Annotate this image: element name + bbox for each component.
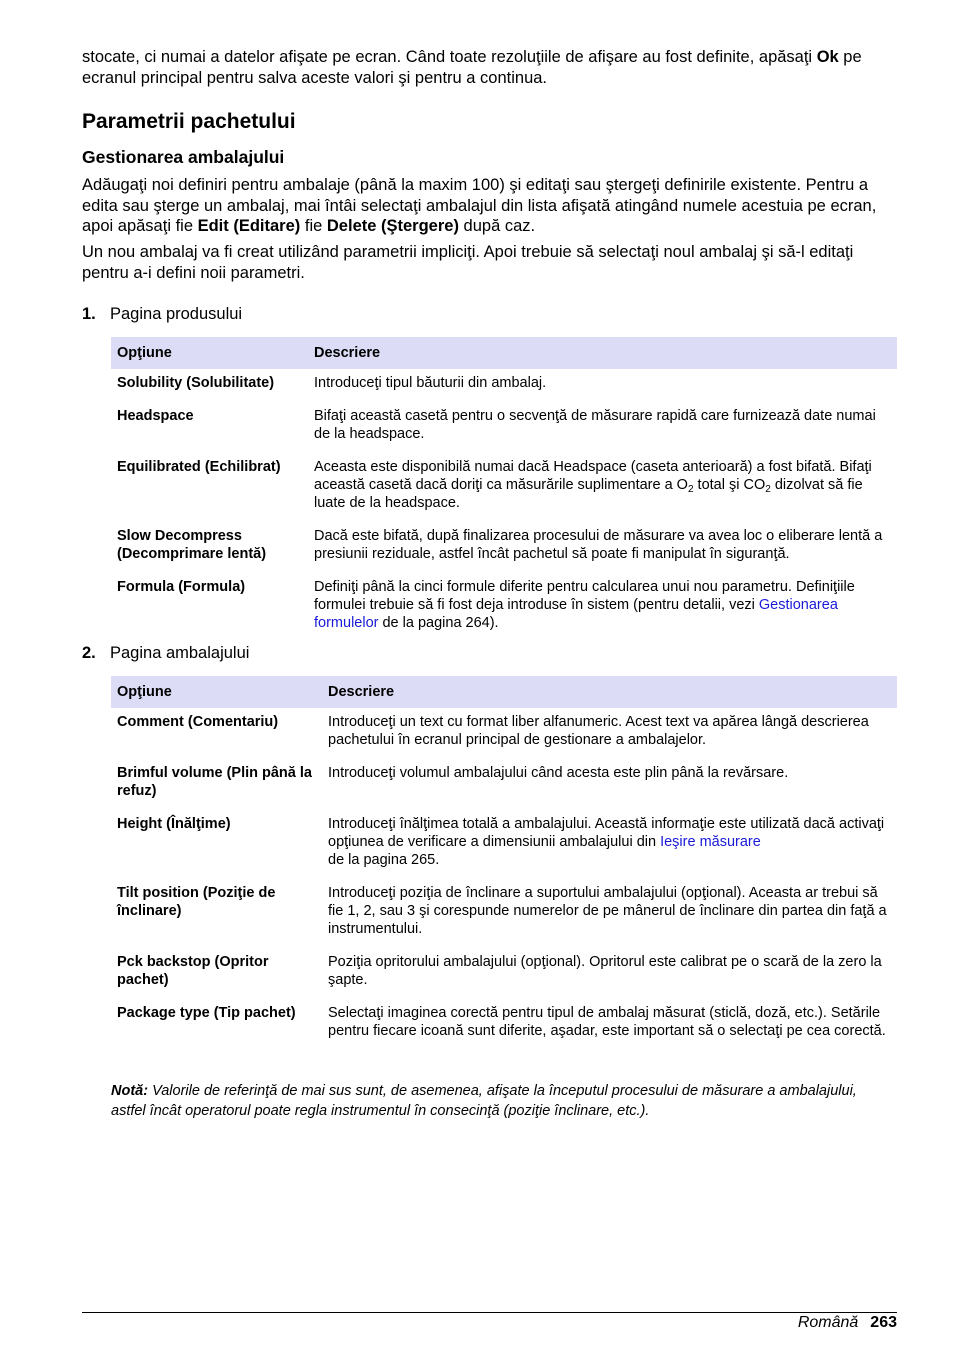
table-row xyxy=(111,999,897,1050)
table-row xyxy=(111,453,897,522)
formula-management-link[interactable]: Gestionarea formulelor xyxy=(314,597,838,631)
option-cell: Comment (Comentariu) xyxy=(117,714,279,730)
table-row xyxy=(111,708,897,759)
option-cell: Equilibrated (Echilibrat) xyxy=(117,459,281,475)
section-title: Parametrii pachetului xyxy=(82,110,296,133)
step-number: 2. xyxy=(82,644,96,662)
option-cell: Solubility (Solubilitate) xyxy=(117,375,275,391)
package-page-table xyxy=(111,676,897,1050)
table-header-row xyxy=(111,337,897,369)
intro-paragraph xyxy=(82,47,897,88)
subscript: 2 xyxy=(687,484,694,495)
column-header-option: Opţiune xyxy=(111,676,322,708)
description-cell: Introduceţi un text cu format liber alfanumeric. Acest text va apărea lângă descrierea pachetului în ecranul principal de gestionare a ambalajelor. xyxy=(328,714,869,748)
package-management-paragraph xyxy=(82,175,897,237)
table-row xyxy=(111,522,897,573)
page-footer xyxy=(798,1313,897,1333)
option-cell: Pck backstop (Opritor pachet) xyxy=(117,954,269,988)
option-cell: Package type (Tip pachet) xyxy=(117,1005,296,1021)
description-cell: Introduceţi tipul băuturii din ambalaj. xyxy=(314,375,547,391)
description-text: Definiţi până la cinci formule diferite pentru calcularea unui nou parametru. Definiţiile formulei trebuie să fi fost deja introduse în sistem (pentru detalii, vezi xyxy=(314,579,855,613)
para1-text-mid: fie xyxy=(300,217,327,235)
footer-language: Română xyxy=(797,1314,859,1331)
option-cell: Tilt position (Poziţie de înclinare) xyxy=(117,885,276,919)
para1-text-end: după caz. xyxy=(458,217,536,235)
page-number: 263 xyxy=(870,1314,897,1331)
description-cell: Introduceţi poziţia de înclinare a suportului ambalajului (opţional). Aceasta ar trebui să fie 1, 2, sau 3 şi corespunde numerelor de pe mânerul de înclinare din partea din faţă a instrumentului. xyxy=(328,885,887,937)
para1-text: Adăugaţi noi definiri pentru ambalaje (până la maxim 100) şi editaţi sau ştergeţi definirile existente. Pentru a edita sau şterge un ambalaj, mai întâi selectaţi ambalajul din lista afişată atingând numele acestuia pe ecran, apoi apăsaţi fie xyxy=(82,176,877,235)
note-label: Notă: xyxy=(111,1083,149,1099)
edit-term: Edit (Editare) xyxy=(197,217,301,235)
subscript: 2 xyxy=(765,484,771,495)
note xyxy=(111,1082,871,1121)
table-row xyxy=(111,810,897,879)
table-row xyxy=(111,759,897,810)
table-header-row xyxy=(111,676,897,708)
table-row xyxy=(111,573,897,642)
option-cell: Headspace xyxy=(117,408,194,424)
step-label: Pagina produsului xyxy=(110,305,243,323)
product-page-table xyxy=(111,337,897,642)
table-row xyxy=(111,369,897,402)
intro-text-end: pe ecranul principal pentru salva aceste valori şi pentru a continua. xyxy=(82,48,862,87)
table-row xyxy=(111,879,897,948)
note-text: Valorile de referinţă de mai sus sunt, de asemenea, afişate la începutul procesului de măsurare a ambalajului, astfel încât operatorul poate regla instrumentul în consecinţă (poziţie înclinare, etc.). xyxy=(111,1083,857,1119)
description-cell xyxy=(308,573,897,642)
description-text: Aceasta este disponibilă numai dacă Headspace (caseta anterioară) a fost bifată. Bifaţi această casetă dacă doriţi ca măsurările suplimentare a O xyxy=(314,459,872,493)
step-number: 1. xyxy=(82,305,96,323)
column-header-description: Descriere xyxy=(322,676,897,708)
option-cell: Brimful volume (Plin până la refuz) xyxy=(117,765,312,799)
measurement-output-link[interactable]: Ieşire măsurare xyxy=(660,834,761,850)
table-row xyxy=(111,402,897,453)
subsection-title: Gestionarea ambalajului xyxy=(82,147,285,167)
description-cell: Selectaţi imaginea corectă pentru tipul de ambalaj măsurat (sticlă, doză, etc.). Setările pentru fiecare icoană sunt diferite, aşadar, este important să o selectaţi pe cea corectă. xyxy=(328,1005,886,1039)
description-text: Introduceţi înălţimea totală a ambalajului. Această informaţie este utilizată dacă activaţi opţiunea de verificare a dimensiunii ambalajului din xyxy=(328,816,885,850)
step-label: Pagina ambalajului xyxy=(110,644,250,662)
description-cell: Poziţia opritorului ambalajului (opţional). Opritorul este calibrat pe o scară de la zero la şapte. xyxy=(328,954,882,988)
column-header-description: Descriere xyxy=(308,337,897,369)
delete-term: Delete (Ştergere) xyxy=(326,217,459,235)
step-2 xyxy=(82,643,249,663)
option-cell: Formula (Formula) xyxy=(117,579,246,595)
description-cell: Bifaţi această casetă pentru o secvenţă de măsurare rapidă care furnizează date numai de la headspace. xyxy=(314,408,876,442)
description-cell: Dacă este bifată, după finalizarea procesului de măsurare va avea loc o eliberare lentă a presiunii reziduale, astfel încât pachetul să poate fi manipulat în siguranţă. xyxy=(314,528,883,562)
step-1 xyxy=(82,304,242,324)
description-text: dizolvat să fie luate de la headspace. xyxy=(314,477,863,511)
description-text: de la pagina 265. xyxy=(328,852,440,868)
description-text: total şi CO xyxy=(693,477,766,493)
description-cell xyxy=(308,453,897,522)
description-cell xyxy=(322,810,897,879)
ok-term: Ok xyxy=(816,48,839,66)
description-text: de la pagina 264). xyxy=(378,615,499,631)
option-cell: Slow Decompress (Decomprimare lentă) xyxy=(117,528,267,562)
footer-divider xyxy=(82,1312,897,1313)
table-row xyxy=(111,948,897,999)
new-package-paragraph: Un nou ambalaj va fi creat utilizând parametrii impliciţi. Apoi trebuie să selectaţi noul ambalaj şi să-l editaţi pentru a-i defini noii parametri. xyxy=(82,243,854,282)
intro-text: stocate, ci numai a datelor afişate pe ecran. Când toate rezoluţiile de afişare au fost definite, apăsaţi xyxy=(82,48,817,66)
column-header-option: Opţiune xyxy=(111,337,308,369)
option-cell: Height (Înălţime) xyxy=(117,816,231,832)
description-cell: Introduceţi volumul ambalajului când acesta este plin până la revărsare. xyxy=(328,765,789,781)
